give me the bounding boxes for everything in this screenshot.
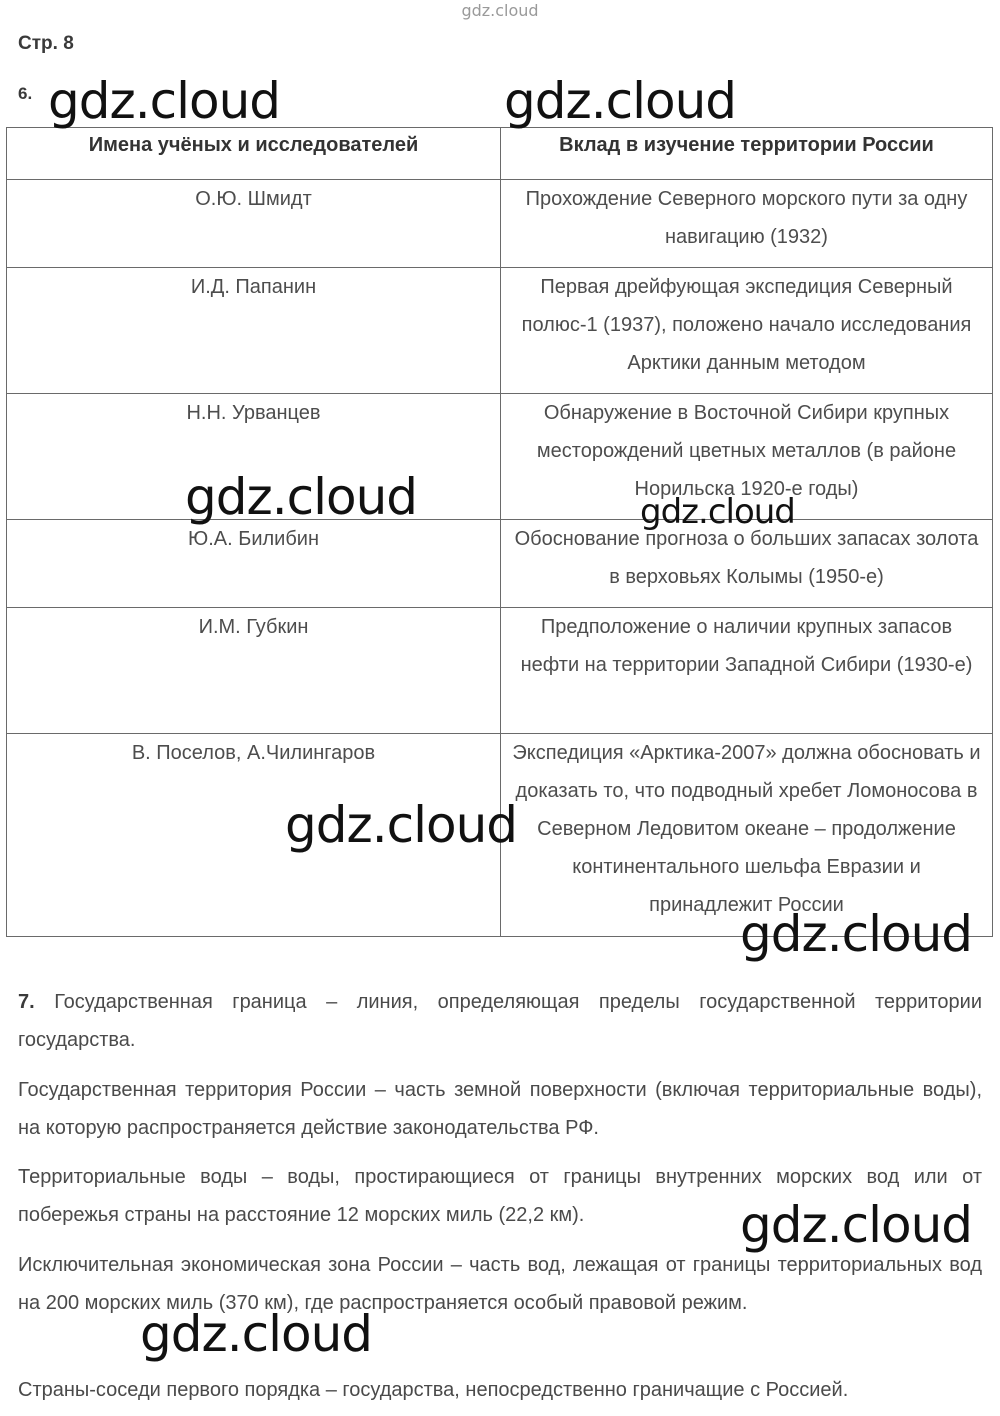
header-contribution: Вклад в изучение территории России [501,128,993,180]
task-7-paragraph-3: Территориальные воды – воды, простирающиеся от границы внутренних морских вод или от побережья страны на расстояние 12 морских миль (22,2 км). [18,1166,982,1226]
watermark-overlay: gdz.cloud [740,905,973,963]
header-names: Имена учёных и исследователей [7,128,501,180]
task-7-paragraph-4: Исключительная экономическая зона России – часть вод, лежащая от границы территориальных вод на 200 морских миль (370 км), где распространяется особый правовой режим. [18,1254,982,1314]
task-7-paragraph-5: Страны-соседи первого порядка – государства, непосредственно граничащие с Россией. [18,1379,849,1401]
scientist-name: И.М. Губкин [7,608,501,734]
watermark-overlay: gdz.cloud [640,492,795,532]
paragraph-text: Государственная граница – линия, определяющая пределы государственной территории государства. [18,991,982,1051]
scientist-contribution: Обнаружение в Восточной Сибири крупных месторождений цветных металлов (в районе Норильска 1920-е годы) [501,394,993,520]
task-7-number: 7. [18,991,35,1013]
scientist-contribution: Первая дрейфующая экспедиция Северный полюс-1 (1937), положено начало исследования Арктики данным методом [501,268,993,394]
watermark-overlay: gdz.cloud [504,72,737,130]
task-6-number: 6. [18,84,33,103]
scientist-contribution: Обоснование прогноза о больших запасах золота в верховьях Колымы (1950-е) [501,520,993,608]
watermark-overlay: gdz.cloud [285,796,518,854]
table-row [7,608,993,734]
table-row [7,180,993,268]
scientist-name: Н.Н. Урванцев [7,394,501,520]
table-row [7,268,993,394]
scientist-contribution: Прохождение Северного морского пути за одну навигацию (1932) [501,180,993,268]
page-label: Стр. 8 [18,33,74,54]
watermark-overlay: gdz.cloud [740,1196,973,1254]
scientist-name: О.Ю. Шмидт [7,180,501,268]
scientist-name: Ю.А. Билибин [7,520,501,608]
scientist-name: И.Д. Папанин [7,268,501,394]
watermark-overlay: gdz.cloud [140,1305,373,1363]
table-header-row [7,128,993,180]
scientist-contribution: Предположение о наличии крупных запасов нефти на территории Западной Сибири (1930-е) [501,608,993,734]
table-row [7,394,993,520]
watermark-overlay: gdz.cloud [48,72,281,130]
scientist-contribution: Экспедиция «Арктика-2007» должна обосновать и доказать то, что подводный хребет Ломоносова в Северном Ледовитом океане – продолжение континентального шельфа Евразии и принадлежит России [501,734,993,937]
table-row [7,520,993,608]
task-7-paragraph-2: Государственная территория России – часть земной поверхности (включая территориальные воды), на которую распространяется действие законодательства РФ. [18,1079,982,1139]
scientist-name: В. Поселов, А.Чилингаров [7,734,501,937]
watermark-overlay: gdz.cloud [185,468,418,526]
task-7-paragraph-1 [18,983,982,1059]
top-watermark: gdz.cloud [461,1,539,20]
